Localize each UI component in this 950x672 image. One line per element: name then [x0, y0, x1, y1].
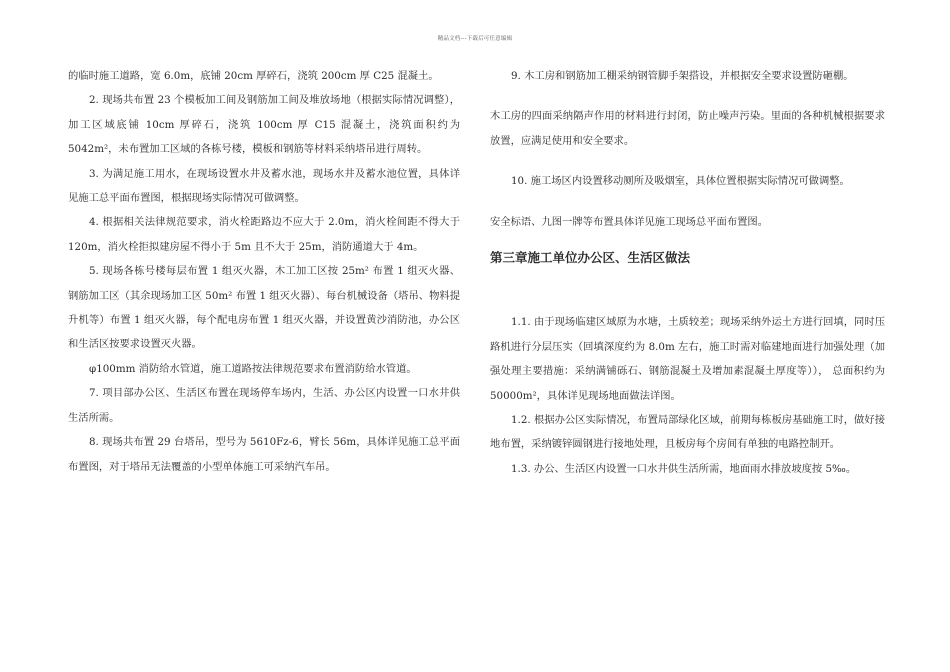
paragraph-5: 5. 现场各栋号楼每层布置 1 组灭火器，木工加工区按 25m² 布置 1 组灭火器、钢筋加工区（其余现场加工区 50m² 布置 1 组灭火器）、每台机械设备（塔吊、物料提升机等）布置 1 组灭火器，每个配电房布置 1 组灭火器，并设置黄沙消防池，办公区和生活区按要求设置灭火器。 — [68, 265, 460, 351]
paragraph-4: 4. 根据相关法律规范要求，消火栓距路边不应大于 2.0m，消火栓间距不得大于 120m，消火栓拒拟建房屋不得小于 5m 且不大于 25m，消防通道大于 4m。 — [68, 216, 460, 253]
left-column — [68, 64, 460, 479]
section-1-3: 1.3. 办公、生活区内设置一口水井供生活所需，地面雨水排放坡度按 5‰。 — [511, 462, 857, 475]
right-column — [490, 64, 885, 481]
section-1-1: 1.1. 由于现场临建区域原为水塘，土质较差；现场采纳外运土方进行回填，同时压路机进行分层压实（回填深度约为 8.0m 左右，施工时需对临建地面进行加强处理（加强处理主要措施：采纳满铺砾石、钢筋混凝土及增加素混凝土厚度等））， 总面积约为 50000m²，具体详见现场地面做法详图。 — [490, 316, 885, 402]
chapter-heading: 第三章施工单位办公区、生活区做法 — [490, 250, 691, 266]
paragraph-10: 10. 施工场区内设置移动厕所及吸烟室，具体位置根据实际情况可做调整。 — [511, 175, 850, 188]
paragraph-fire-pipe: φ100mm 消防给水管道，施工道路按法律规范要求布置消防给水管道。 — [89, 362, 417, 375]
section-1-2: 1.2. 根据办公区实际情况，布置局部绿化区域，前期每栋板房基础施工时，做好接地布置，采纳镀锌圆钢进行接地处理，且板房每个房间有单独的电路控制开。 — [490, 414, 885, 451]
paragraph-7: 7. 项目部办公区、生活区布置在现场停车场内，生活、办公区内设置一口水井供生活所需。 — [68, 387, 460, 424]
page-header: 精品文档---下载后可任意编辑 — [437, 36, 513, 42]
paragraph-3: 3. 为满足施工用水，在现场设置水井及蓄水池，现场水井及蓄水池位置，具体详见施工总平面布置图，根据现场实际情况可做调整。 — [68, 167, 460, 205]
paragraph-9-cont: 木工房的四面采纳隔声作用的材料进行封闭，防止噪声污染。里面的各种机械根据要求放置，应满足使用和安全要求。 — [490, 110, 885, 147]
paragraph-safety-signs: 安全标语、九图一牌等布置具体详见施工现场总平面布置图。 — [490, 215, 769, 228]
paragraph-9: 9. 木工房和钢筋加工棚采纳钢管脚手架搭设，并根据安全要求设置防砸棚。 — [511, 70, 854, 82]
paragraph-2: 2. 现场共布置 23 个模板加工间及钢筋加工间及堆放场地（根据实际情况调整），加工区域底铺 10cm 厚碎石，浇筑 100cm 厚 C15 混凝土，浇筑面积约为 5042m²，未布置加工区域的各栋号楼，模板和钢筋等材料采纳塔吊进行周转。 — [68, 94, 460, 156]
paragraph-8: 8. 现场共布置 29 台塔吊，型号为 5610Fz-6，臂长 56m，具体详见施工总平面布置图，对于塔吊无法覆盖的小型单体施工可采纳汽车吊。 — [68, 436, 460, 473]
paragraph-road: 的临时施工道路，宽 6.0m，底铺 20cm 厚碎石，浇筑 200cm 厚 C25 混凝土。 — [68, 70, 439, 82]
